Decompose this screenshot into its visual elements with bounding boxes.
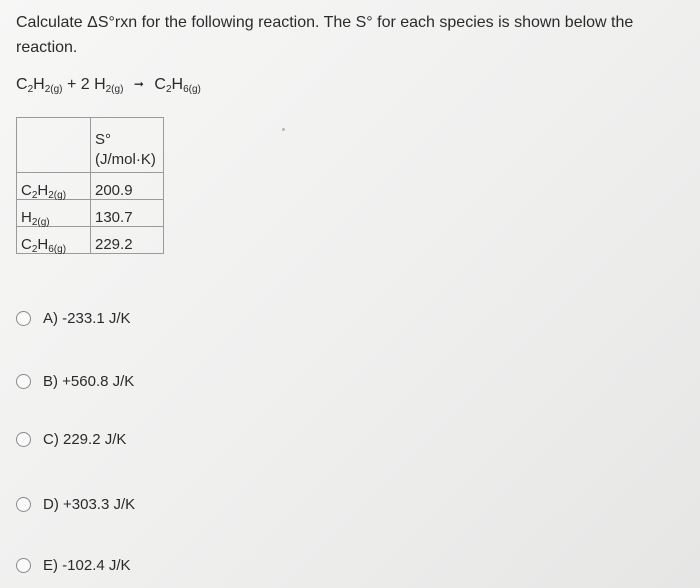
option-e-label: E) -102.4 J/K bbox=[43, 557, 131, 574]
table-row bbox=[17, 200, 164, 227]
option-b[interactable] bbox=[16, 373, 134, 390]
table-header-empty bbox=[17, 118, 91, 173]
option-d[interactable] bbox=[16, 496, 135, 513]
radio-c[interactable] bbox=[16, 432, 31, 447]
value-cell: 130.7 bbox=[91, 200, 164, 227]
reaction-equation bbox=[16, 76, 201, 94]
question-text: Calculate ΔS°rxn for the following reaction. The S° for each species is shown below the reaction. bbox=[16, 14, 634, 56]
radio-a[interactable] bbox=[16, 311, 31, 326]
plus-hydrogen: + 2 $H_{2(g)}$ bbox=[66, 76, 124, 95]
value-cell: 229.2 bbox=[91, 227, 164, 254]
table-row bbox=[17, 227, 164, 254]
table-header-row bbox=[17, 118, 164, 173]
table-header-entropy bbox=[91, 118, 164, 173]
table-header-symbol: S° bbox=[95, 131, 112, 148]
option-b-label: B) +560.8 J/K bbox=[43, 373, 135, 390]
option-a-label: A) -233.1 J/K bbox=[43, 310, 131, 327]
radio-d[interactable] bbox=[16, 497, 31, 512]
option-c-label: C) 229.2 J/K bbox=[43, 431, 127, 448]
stray-dot bbox=[282, 128, 285, 131]
table-header-units: (J/mol·K) bbox=[95, 151, 156, 168]
species-cell: $H_{2(g)}$ bbox=[17, 200, 91, 227]
species-cell: $C_2H_{6(g)}$ bbox=[17, 227, 91, 254]
value-cell: 200.9 bbox=[91, 173, 164, 200]
radio-e[interactable] bbox=[16, 558, 31, 573]
entropy-table bbox=[16, 117, 164, 254]
option-d-label: D) +303.3 J/K bbox=[43, 496, 136, 513]
table-row bbox=[17, 173, 164, 200]
species-cell: $C_2H_{2(g)}$ bbox=[17, 173, 91, 200]
option-e[interactable] bbox=[16, 557, 131, 574]
option-a[interactable] bbox=[16, 310, 131, 327]
product-ethane: $C_2H_{6(g)}$ bbox=[154, 76, 201, 95]
option-c[interactable] bbox=[16, 431, 126, 448]
reactant-acetylene: $C_2H_{2(g)}$ bbox=[16, 76, 63, 95]
radio-b[interactable] bbox=[16, 374, 31, 389]
reaction-arrow-icon: ➞ bbox=[133, 77, 144, 91]
